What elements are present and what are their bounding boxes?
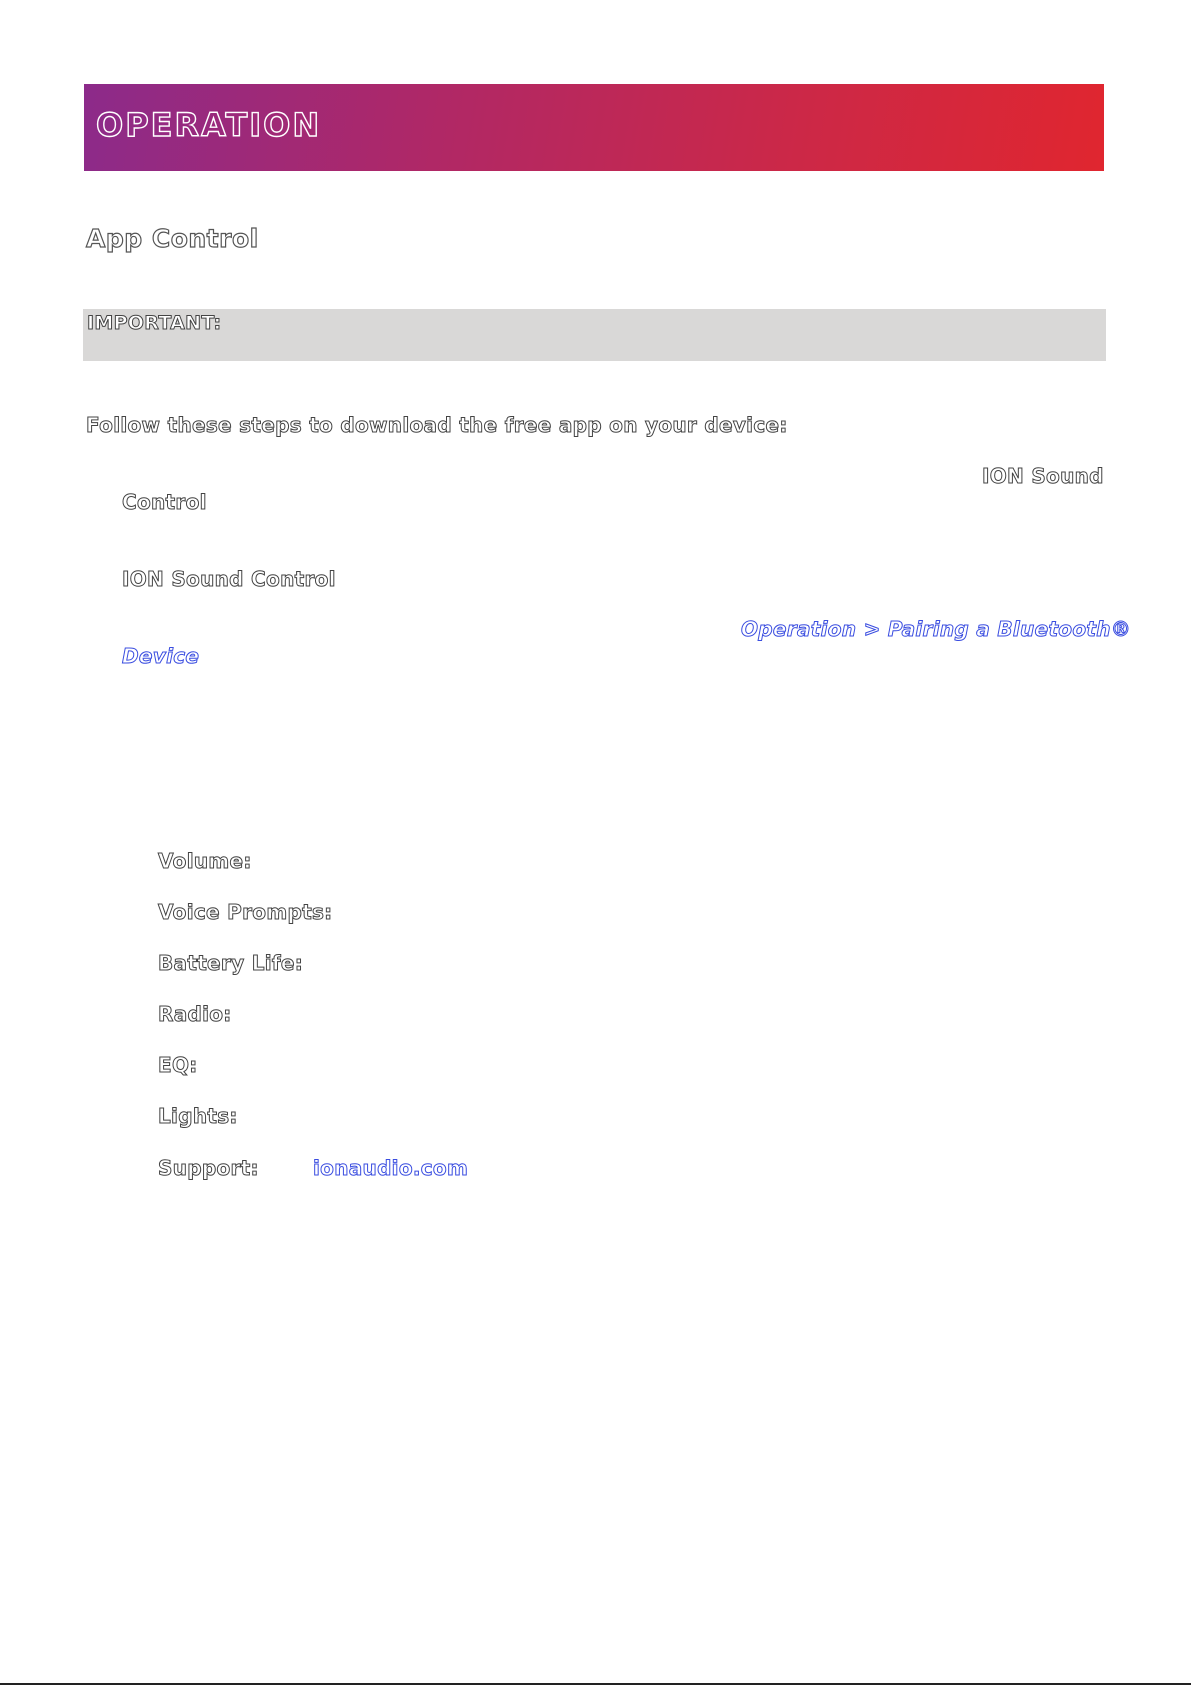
feature-eq: EQ:	[158, 1053, 198, 1077]
feature-battery-life: Battery Life:	[158, 951, 304, 975]
step3-pairing-link-part2[interactable]: Device	[122, 644, 200, 668]
section-title: App Control	[86, 224, 259, 253]
steps-intro: Follow these steps to download the free app on your device:	[86, 413, 788, 437]
important-label: IMPORTANT:	[87, 312, 222, 334]
section-banner	[84, 84, 1104, 171]
step2-app-name: ION Sound Control	[122, 567, 336, 591]
feature-voice-prompts: Voice Prompts:	[158, 900, 333, 924]
step1-app-name-part1: ION Sound	[982, 464, 1104, 488]
feature-lights: Lights:	[158, 1104, 238, 1128]
support-website-link[interactable]: ionaudio.com	[313, 1156, 469, 1180]
feature-support: Support:	[158, 1156, 259, 1180]
step1-app-name-part2: Control	[122, 490, 207, 514]
banner-title: OPERATION	[96, 106, 322, 144]
feature-volume: Volume:	[158, 849, 252, 873]
feature-radio: Radio:	[158, 1002, 232, 1026]
step3-pairing-link-part1[interactable]: Operation > Pairing a Bluetooth®	[741, 617, 1132, 641]
important-note-box	[83, 309, 1106, 361]
